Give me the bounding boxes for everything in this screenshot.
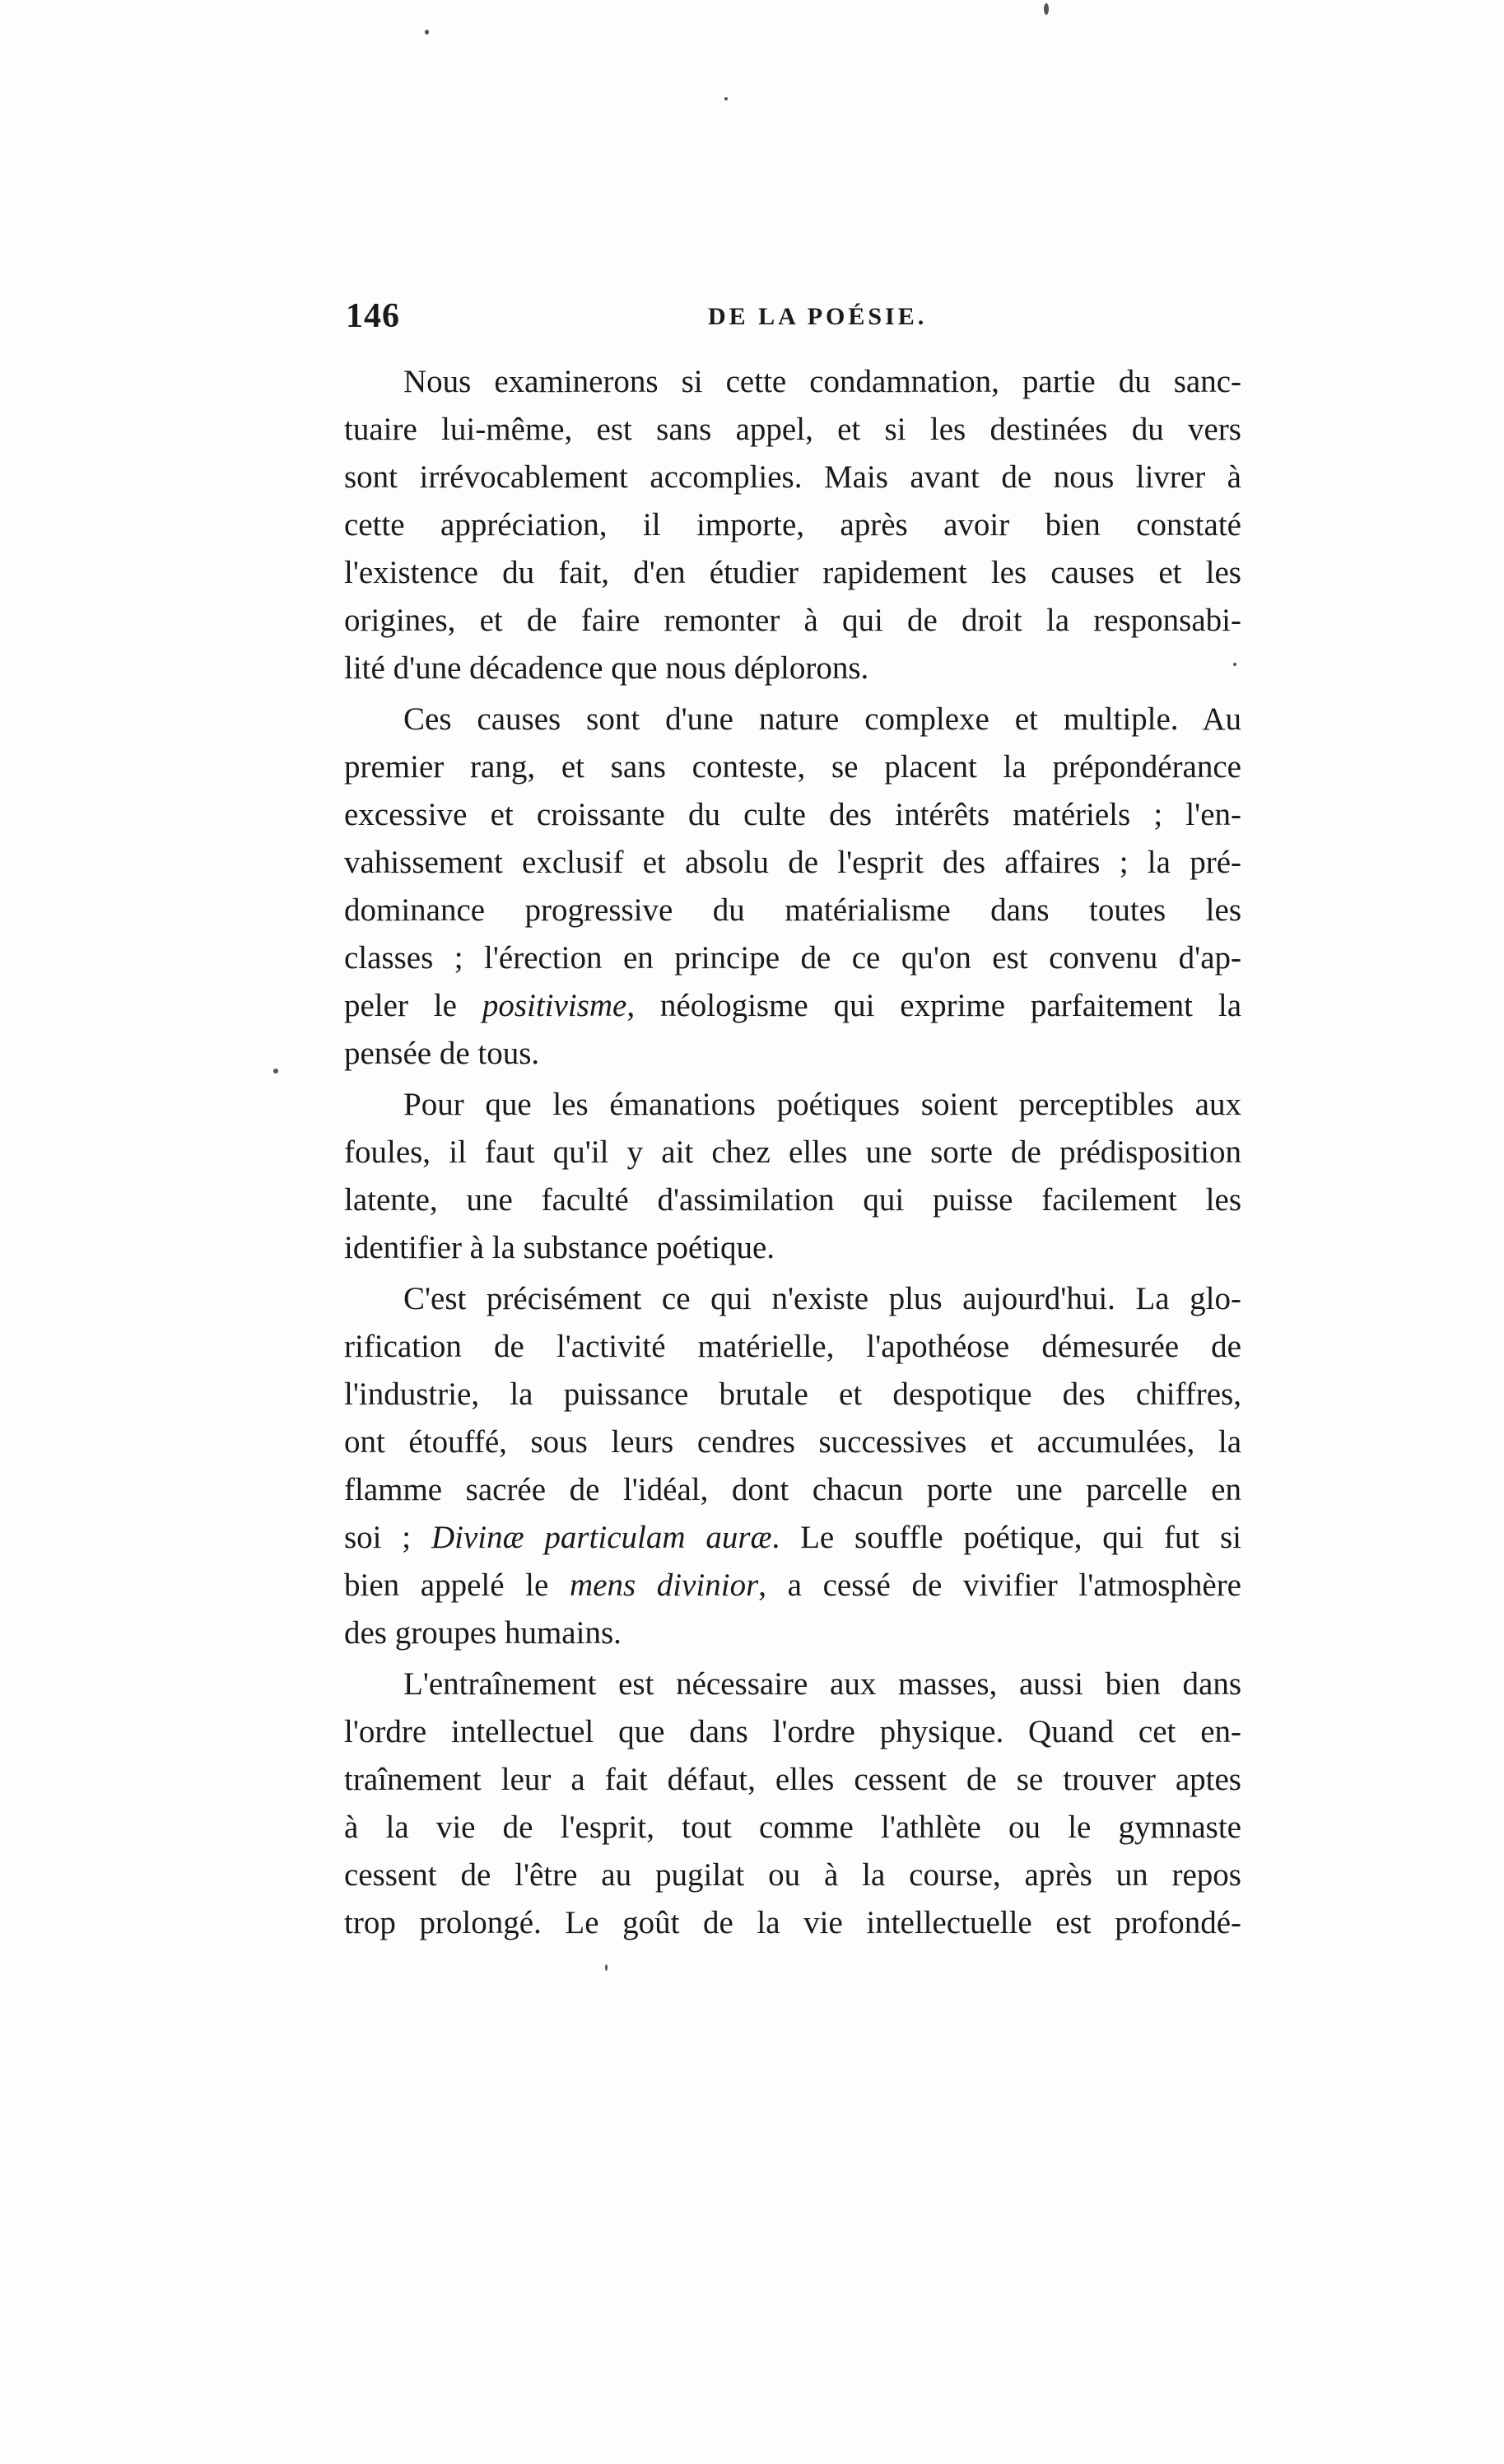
text-line: Pour que les émanations poétiques soient perceptibles aux (403, 1087, 1241, 1122)
ink-speck (273, 1069, 278, 1074)
text-line: sont irrévocablement accomplies. Mais avant de nous livrer à (344, 459, 1241, 495)
text-line: trop prolongé. Le goût de la vie intellectuelle est profondé- (344, 1905, 1241, 1940)
text-line: rification de l'activité matérielle, l'apothéose démesurée de (344, 1329, 1241, 1364)
italic-phrase: positivisme (482, 988, 627, 1023)
page-header (346, 296, 1251, 346)
page-number: 146 (346, 297, 400, 335)
text-line: Ces causes sont d'une nature complexe et multiple. Au (403, 701, 1241, 737)
italic-phrase: Divinæ particulam auræ (431, 1520, 772, 1555)
text-line: excessive et croissante du culte des intérêts matériels ; l'en- (344, 797, 1241, 832)
paragraph-4 (344, 1275, 1241, 1657)
ink-speck (1044, 3, 1049, 15)
paragraph-5 (344, 1661, 1241, 1947)
text-line: latente, une faculté d'assimilation qui puisse facilement les (344, 1182, 1241, 1218)
text-line: Nous examinerons si cette condamnation, partie du sanc- (403, 364, 1241, 399)
text-line: origines, et de faire remonter à qui de droit la responsabi- (344, 603, 1241, 638)
text-line: dominance progressive du matérialisme dans toutes les (344, 892, 1241, 928)
text-line: L'entraînement est nécessaire aux masses, aussi bien dans (403, 1666, 1241, 1702)
running-title: DE LA POÉSIE. (708, 303, 928, 330)
text-line: l'industrie, la puissance brutale et despotique des chiffres, (344, 1376, 1241, 1412)
text-line: traînement leur a fait défaut, elles cessent de se trouver aptes (344, 1762, 1241, 1797)
text-line: cessent de l'être au pugilat ou à la course, après un repos (344, 1857, 1241, 1893)
text-line: lité d'une décadence que nous déplorons. (344, 650, 869, 686)
paragraph-2 (344, 696, 1241, 1078)
text-line: l'existence du fait, d'en étudier rapidement les causes et les (344, 555, 1241, 590)
text-line: bien appelé le mens divinior, a cessé de vivifier l'atmosphère (344, 1567, 1241, 1603)
text-line: premier rang, et sans conteste, se placent la prépondérance (344, 749, 1241, 785)
text-line: vahissement exclusif et absolu de l'esprit des affaires ; la pré- (344, 845, 1241, 880)
text-line: peler le positivisme, néologisme qui exprime parfaitement la (344, 988, 1242, 1023)
italic-phrase: mens divinior (569, 1567, 759, 1603)
paragraph-3 (344, 1081, 1241, 1272)
text-line: tuaire lui-même, est sans appel, et si les destinées du vers (344, 412, 1241, 447)
text-line: cette appréciation, il importe, après avoir bien constaté (344, 507, 1241, 543)
text-line: l'ordre intellectuel que dans l'ordre physique. Quand cet en- (344, 1714, 1241, 1749)
text-line: pensée de tous. (344, 1036, 540, 1071)
text-line: des groupes humains. (344, 1615, 622, 1651)
text-line: à la vie de l'esprit, tout comme l'athlète ou le gymnaste (344, 1810, 1241, 1845)
text-line: flamme sacrée de l'idéal, dont chacun porte une parcelle en (344, 1472, 1241, 1507)
body-text (344, 358, 1241, 1947)
text-line: classes ; l'érection en principe de ce qu'on est convenu d'ap- (344, 940, 1241, 976)
text-line: foules, il faut qu'il y ait chez elles une sorte de prédisposition (344, 1134, 1241, 1170)
ink-speck (724, 97, 728, 100)
text-line: C'est précisément ce qui n'existe plus aujourd'hui. La glo- (403, 1281, 1241, 1316)
text-line: identifier à la substance poétique. (344, 1230, 775, 1265)
ink-speck (425, 30, 429, 35)
ink-speck (605, 1964, 608, 1971)
text-line: ont étouffé, sous leurs cendres successives et accumulées, la (344, 1424, 1241, 1460)
text-line: soi ; Divinæ particulam auræ. Le souffle poétique, qui fut si (344, 1520, 1241, 1555)
paragraph-1 (344, 358, 1241, 692)
